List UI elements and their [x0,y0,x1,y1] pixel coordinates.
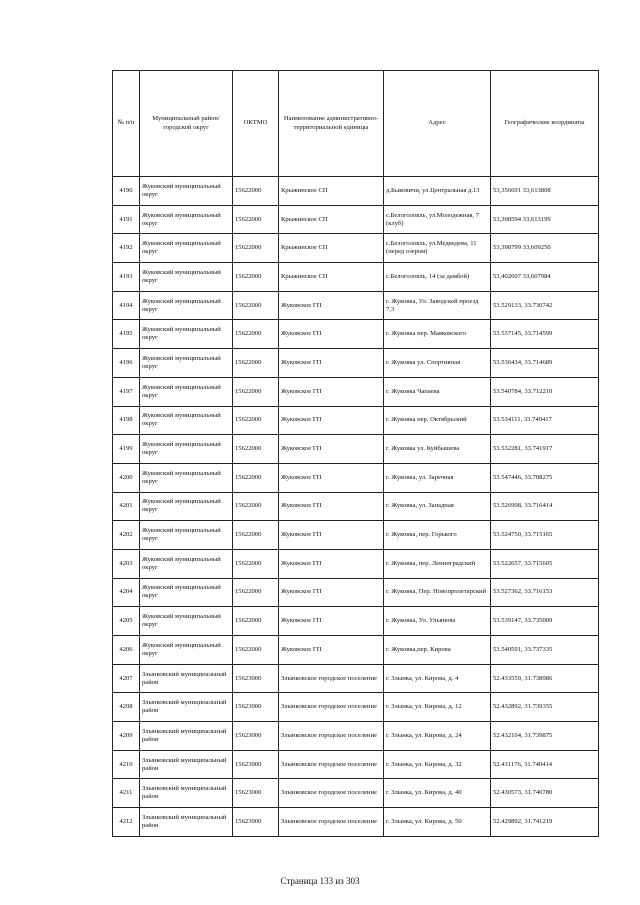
cell-district: Жуковский муниципальный округ [140,521,233,550]
cell-oktmo: 15622000 [233,492,279,521]
header-unit: Наименование административно-территориальной единицы [279,71,384,177]
cell-unit: Крыжинское СП [279,234,384,263]
cell-unit: Жуковское ГП [279,549,384,578]
cell-coords: 53.529133, 33.730742 [491,291,599,320]
cell-unit: Злынковское городское поселение [279,693,384,722]
cell-coords: 53.527362, 33.716153 [491,578,599,607]
cell-num: 4205 [113,607,140,636]
header-address: Адрес [384,71,491,177]
cell-district: Злынковский муниципальный район [140,808,233,837]
cell-unit: Жуковское ГП [279,377,384,406]
cell-address: г. Злынка, ул. Кирова, д. 32 [384,750,491,779]
table-row [113,779,599,808]
cell-address: г. Жуковка ул. Куйбышева [384,435,491,464]
cell-oktmo: 15622000 [233,463,279,492]
cell-unit: Жуковское ГП [279,435,384,464]
cell-num: 4198 [113,406,140,435]
cell-unit: Крыжинское СП [279,263,384,292]
cell-address: г. Жуковка ул. Спортивная [384,349,491,378]
table-row [113,406,599,435]
cell-oktmo: 15622000 [233,435,279,464]
table-header-row [113,71,599,177]
table-row [113,291,599,320]
table-row [113,492,599,521]
cell-coords: 53.522657, 33.715605 [491,549,599,578]
cell-oktmo: 15622000 [233,291,279,320]
cell-district: Жуковский муниципальный округ [140,549,233,578]
cell-num: 4200 [113,463,140,492]
cell-coords: 53.532281, 33.741917 [491,435,599,464]
table-row [113,549,599,578]
cell-oktmo: 15622000 [233,349,279,378]
cell-oktmo: 15623000 [233,693,279,722]
table-row [113,636,599,665]
cell-num: 4196 [113,349,140,378]
cell-oktmo: 15623000 [233,779,279,808]
cell-oktmo: 15622000 [233,263,279,292]
table-row [113,521,599,550]
cell-district: Жуковский муниципальный округ [140,263,233,292]
cell-oktmo: 15623000 [233,808,279,837]
table-row [113,320,599,349]
cell-unit: Злынковское городское поселение [279,664,384,693]
cell-address: г. Жуковка, ул. Западная [384,492,491,521]
cell-unit: Жуковское ГП [279,463,384,492]
cell-oktmo: 15623000 [233,722,279,751]
cell-coords: 53,402607 33,607984 [491,263,599,292]
cell-num: 4194 [113,291,140,320]
cell-num: 4208 [113,693,140,722]
cell-address: г. Злынка, ул. Кирова, д. 12 [384,693,491,722]
cell-coords: 53,398799 33,609250 [491,234,599,263]
table-row [113,664,599,693]
cell-num: 4201 [113,492,140,521]
cell-address: г. Жуковка пер. Маяковского [384,320,491,349]
cell-unit: Крыжинское СП [279,177,384,206]
header-num: № п/п [113,71,140,177]
cell-district: Жуковский муниципальный округ [140,607,233,636]
cell-coords: 53.547446, 33.708275 [491,463,599,492]
register-table [112,70,599,837]
cell-num: 4190 [113,177,140,206]
table-row [113,377,599,406]
cell-address: с.Белоголовль, 14 (за дамбой) [384,263,491,292]
cell-district: Жуковский муниципальный округ [140,578,233,607]
cell-district: Жуковский муниципальный округ [140,349,233,378]
cell-unit: Злынковское городское поселение [279,808,384,837]
cell-unit: Жуковское ГП [279,636,384,665]
cell-oktmo: 15622000 [233,607,279,636]
table-row [113,234,599,263]
table-row [113,263,599,292]
cell-unit: Жуковское ГП [279,521,384,550]
cell-address: г. Жуковка, пер. Горького [384,521,491,550]
table-row [113,722,599,751]
cell-unit: Жуковское ГП [279,291,384,320]
cell-address: г. Жуковка, Ул. Ульянова [384,607,491,636]
cell-oktmo: 15622000 [233,320,279,349]
cell-oktmo: 15622000 [233,578,279,607]
cell-address: д.Быковичи, ул.Центральная д.13 [384,177,491,206]
cell-district: Жуковский муниципальный округ [140,205,233,234]
table-row [113,607,599,636]
cell-num: 4202 [113,521,140,550]
cell-district: Жуковский муниципальный округ [140,177,233,206]
cell-unit: Жуковское ГП [279,607,384,636]
cell-coords: 53.536434, 33.714689 [491,349,599,378]
cell-unit: Злынковское городское поселение [279,722,384,751]
cell-address: с.Белоголовль, ул.Молодежная, 7 (клуб) [384,205,491,234]
cell-district: Жуковский муниципальный округ [140,234,233,263]
cell-unit: Жуковское ГП [279,320,384,349]
cell-district: Злынковский муниципальный район [140,693,233,722]
table-row [113,463,599,492]
cell-oktmo: 15623000 [233,750,279,779]
cell-address: г. Жуковка,пер. Кирова [384,636,491,665]
cell-num: 4191 [113,205,140,234]
header-district: Муниципальный район/городской округ [140,71,233,177]
cell-unit: Жуковское ГП [279,349,384,378]
cell-district: Жуковский муниципальный округ [140,636,233,665]
cell-address: г. Жуковка, пер. Ленинградский [384,549,491,578]
cell-oktmo: 15622000 [233,406,279,435]
cell-unit: Жуковское ГП [279,492,384,521]
cell-oktmo: 15622000 [233,234,279,263]
cell-district: Жуковский муниципальный округ [140,406,233,435]
cell-coords: 52.429892, 31.741219 [491,808,599,837]
cell-num: 4197 [113,377,140,406]
cell-coords: 53.524750, 33.715165 [491,521,599,550]
cell-coords: 53.540784, 33.712210 [491,377,599,406]
cell-coords: 53.540591, 33.737335 [491,636,599,665]
cell-coords: 52.432892, 31.739355 [491,693,599,722]
cell-num: 4204 [113,578,140,607]
cell-district: Жуковский муниципальный округ [140,463,233,492]
cell-coords: 53.539147, 33.735009 [491,607,599,636]
cell-coords: 53.537145, 33.714599 [491,320,599,349]
table-row [113,205,599,234]
cell-unit: Жуковское ГП [279,406,384,435]
page-number: Страница 133 из 303 [280,876,360,886]
cell-coords: 52.433559, 31.738986 [491,664,599,693]
cell-coords: 52.432104, 31.739875 [491,722,599,751]
cell-num: 4209 [113,722,140,751]
cell-coords: 52.430573, 31.740780 [491,779,599,808]
cell-address: г. Жуковка пер. Октябрьский [384,406,491,435]
table-row [113,750,599,779]
cell-district: Злынковский муниципальный район [140,750,233,779]
cell-address: г. Жуковка, Ул. Заводской проезд 7,3 [384,291,491,320]
cell-num: 4195 [113,320,140,349]
cell-coords: 53,398594 33,613199 [491,205,599,234]
cell-coords: 53.526998, 33.716414 [491,492,599,521]
header-oktmo: ОКТМО [233,71,279,177]
cell-oktmo: 15622000 [233,549,279,578]
cell-num: 4211 [113,779,140,808]
table-row [113,693,599,722]
table-row [113,177,599,206]
table-row [113,808,599,837]
cell-district: Жуковский муниципальный округ [140,492,233,521]
table-row [113,578,599,607]
cell-address: г. Злынка, ул. Кирова, д. 40 [384,779,491,808]
cell-district: Злынковский муниципальный район [140,664,233,693]
cell-coords: 53.534111, 33.740417 [491,406,599,435]
cell-district: Злынковский муниципальный район [140,722,233,751]
table-row [113,349,599,378]
cell-num: 4192 [113,234,140,263]
cell-unit: Крыжинское СП [279,205,384,234]
cell-oktmo: 15622000 [233,377,279,406]
cell-district: Злынковский муниципальный район [140,779,233,808]
cell-district: Жуковский муниципальный округ [140,291,233,320]
cell-unit: Жуковское ГП [279,578,384,607]
cell-oktmo: 15622000 [233,636,279,665]
cell-num: 4203 [113,549,140,578]
cell-address: г. Жуковка, ул. Заречная [384,463,491,492]
cell-num: 4212 [113,808,140,837]
cell-address: г. Жуковка Чапаева [384,377,491,406]
cell-oktmo: 15623000 [233,664,279,693]
cell-oktmo: 15622000 [233,521,279,550]
cell-district: Жуковский муниципальный округ [140,320,233,349]
table-row [113,435,599,464]
header-coords: Географические координаты [491,71,599,177]
cell-num: 4193 [113,263,140,292]
cell-district: Жуковский муниципальный округ [140,435,233,464]
cell-address: г. Злынка, ул. Кирова, д. 50 [384,808,491,837]
cell-oktmo: 15622000 [233,205,279,234]
cell-address: г. Злынка, ул. Кирова, д. 24 [384,722,491,751]
cell-unit: Злынковское городское поселение [279,779,384,808]
cell-num: 4210 [113,750,140,779]
cell-address: г. Жуковка, Пер. Новопролетарский [384,578,491,607]
cell-num: 4199 [113,435,140,464]
cell-address: с.Белоголовль, ул.Медведева, 11 (перед озером) [384,234,491,263]
cell-num: 4207 [113,664,140,693]
cell-num: 4206 [113,636,140,665]
cell-coords: 52.431176, 31.740414 [491,750,599,779]
cell-coords: 53,356691 33,613808 [491,177,599,206]
cell-unit: Злынковское городское поселение [279,750,384,779]
cell-address: г. Злынка, ул. Кирова, д. 4 [384,664,491,693]
cell-oktmo: 15622000 [233,177,279,206]
cell-district: Жуковский муниципальный округ [140,377,233,406]
